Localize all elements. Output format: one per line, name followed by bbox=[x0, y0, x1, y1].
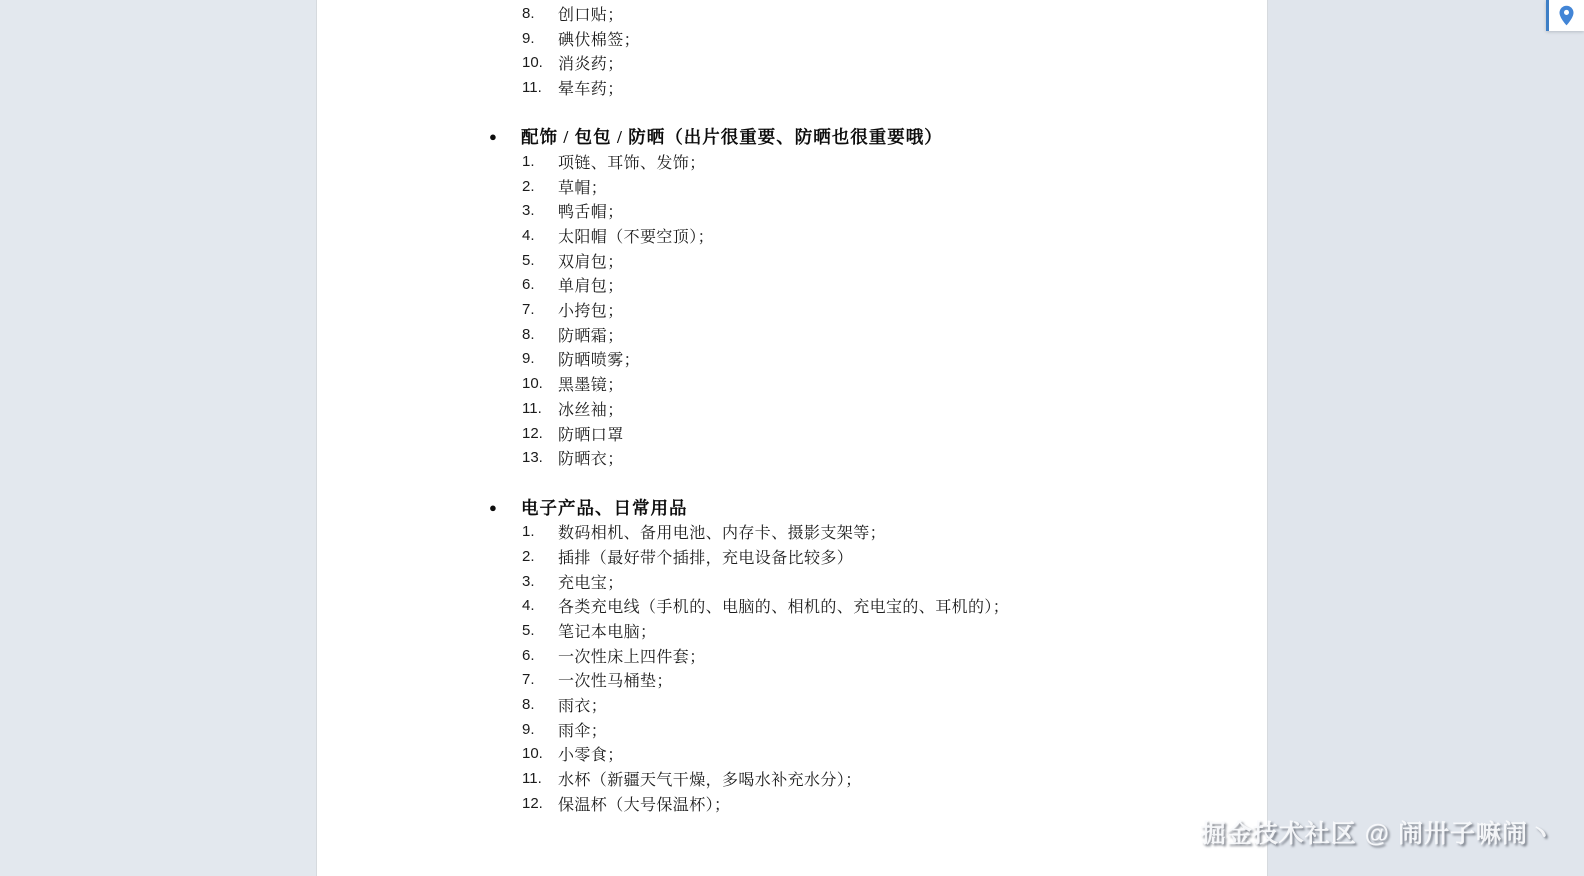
list-item bbox=[317, 199, 1267, 224]
list-item-text: 防晒衣； bbox=[558, 451, 624, 469]
list-item bbox=[317, 766, 1267, 791]
list-item-text: 冰丝袖； bbox=[558, 401, 624, 419]
section-heading-row bbox=[317, 124, 1267, 149]
list-item bbox=[317, 544, 1267, 569]
list-item-text: 创口贴； bbox=[558, 6, 624, 24]
list-item bbox=[317, 223, 1267, 248]
list-item-text: 晕车药； bbox=[558, 80, 624, 98]
list-item-number: 10. bbox=[522, 745, 543, 763]
bullet-icon: ● bbox=[489, 129, 497, 145]
list-item-number: 2. bbox=[522, 177, 535, 195]
list-item-number: 8. bbox=[522, 4, 535, 22]
list-item-number: 6. bbox=[522, 646, 535, 664]
list-item-text: 碘伏棉签； bbox=[558, 31, 641, 49]
list-item-text: 水杯（新疆天气干燥，多喝水补充水分）； bbox=[558, 772, 862, 790]
list-item-number: 11. bbox=[522, 78, 542, 96]
list-item-number: 4. bbox=[522, 227, 535, 245]
list-item-number: 3. bbox=[522, 202, 535, 220]
list-item bbox=[317, 371, 1267, 396]
list-item-number: 3. bbox=[522, 572, 535, 590]
section-heading: 电子产品、日常用品 bbox=[521, 497, 688, 518]
list-item-text: 一次性马桶垫； bbox=[558, 673, 673, 691]
list-item bbox=[317, 692, 1267, 717]
map-pin-icon bbox=[1558, 5, 1575, 26]
list-item bbox=[317, 668, 1267, 693]
list-item bbox=[317, 594, 1267, 619]
list-item-text: 雨伞； bbox=[558, 722, 608, 740]
list-item-text: 防晒霜； bbox=[558, 327, 624, 345]
list-item bbox=[317, 396, 1267, 421]
list-item-number: 4. bbox=[522, 597, 535, 615]
list-item-text: 各类充电线（手机的、电脑的、相机的、充电宝的、耳机的）； bbox=[558, 599, 1010, 617]
list-item-number: 10. bbox=[522, 375, 543, 393]
list-item-text: 数码相机、备用电池、内存卡、摄影支架等； bbox=[558, 525, 887, 543]
list-item bbox=[317, 618, 1267, 643]
list-item-text: 单肩包； bbox=[558, 278, 624, 296]
list-item-number: 11. bbox=[522, 399, 542, 417]
list-item-text: 防晒口罩 bbox=[558, 426, 624, 444]
list-item-text: 太阳帽（不要空顶）； bbox=[558, 229, 715, 247]
list-item-text: 小挎包； bbox=[558, 303, 624, 321]
list-item bbox=[317, 421, 1267, 446]
location-extension-button[interactable] bbox=[1546, 0, 1584, 31]
right-margin-area bbox=[1268, 0, 1584, 876]
bullet-icon: ● bbox=[489, 499, 497, 515]
list-item bbox=[317, 322, 1267, 347]
list-item-text: 笔记本电脑； bbox=[558, 624, 657, 642]
list-item bbox=[317, 26, 1267, 51]
list-item bbox=[317, 717, 1267, 742]
list-item-number: 5. bbox=[522, 251, 535, 269]
list-item bbox=[317, 742, 1267, 767]
watermark-text: 掘金技术社区 @ 闹卅子嘛闹丶 bbox=[1200, 820, 1554, 848]
document-content bbox=[317, 1, 1267, 816]
list-item bbox=[317, 791, 1267, 816]
list-item-number: 11. bbox=[522, 770, 542, 788]
list-item-number: 9. bbox=[522, 29, 535, 47]
list-item-text: 雨衣； bbox=[558, 698, 608, 716]
list-item bbox=[317, 273, 1267, 298]
list-item bbox=[317, 174, 1267, 199]
list-item-text: 项链、耳饰、发饰； bbox=[558, 154, 706, 172]
list-item-number: 7. bbox=[522, 301, 535, 319]
list-item bbox=[317, 50, 1267, 75]
list-item-text: 小零食； bbox=[558, 747, 624, 765]
list-item-text: 鸭舌帽； bbox=[558, 204, 624, 222]
list-item-text: 插排（最好带个插排，充电设备比较多） bbox=[558, 549, 854, 567]
list-item bbox=[317, 569, 1267, 594]
list-item-number: 8. bbox=[522, 696, 535, 714]
list-item-number: 1. bbox=[522, 523, 535, 541]
list-item-number: 5. bbox=[522, 622, 535, 640]
list-item-number: 9. bbox=[522, 720, 535, 738]
section-heading-row bbox=[317, 495, 1267, 520]
list-item-number: 12. bbox=[522, 424, 543, 442]
list-item bbox=[317, 643, 1267, 668]
list-item bbox=[317, 1, 1267, 26]
list-item-text: 双肩包； bbox=[558, 253, 624, 271]
list-item-text: 保温杯（大号保温杯）； bbox=[558, 796, 731, 814]
list-item bbox=[317, 75, 1267, 100]
list-item-number: 8. bbox=[522, 325, 535, 343]
document-page[interactable] bbox=[316, 0, 1268, 876]
list-item-number: 9. bbox=[522, 350, 535, 368]
list-item bbox=[317, 149, 1267, 174]
list-item bbox=[317, 248, 1267, 273]
list-item-number: 12. bbox=[522, 794, 543, 812]
list-item bbox=[317, 297, 1267, 322]
list-item-number: 7. bbox=[522, 671, 535, 689]
list-item-text: 草帽； bbox=[558, 179, 608, 197]
list-item-number: 2. bbox=[522, 547, 535, 565]
list-item bbox=[317, 347, 1267, 372]
list-item bbox=[317, 519, 1267, 544]
section-heading: 配饰 / 包包 / 防晒（出片很重要、防晒也很重要哦） bbox=[521, 127, 943, 148]
list-item-number: 1. bbox=[522, 152, 535, 170]
list-item-text: 消炎药； bbox=[558, 56, 624, 74]
list-item-text: 一次性床上四件套； bbox=[558, 648, 706, 666]
list-item-text: 充电宝； bbox=[558, 574, 624, 592]
list-item-text: 防晒喷雾； bbox=[558, 352, 641, 370]
list-item-text: 黑墨镜； bbox=[558, 377, 624, 395]
list-item bbox=[317, 445, 1267, 470]
list-item-number: 10. bbox=[522, 54, 543, 72]
list-item-number: 13. bbox=[522, 449, 543, 467]
list-item-number: 6. bbox=[522, 276, 535, 294]
